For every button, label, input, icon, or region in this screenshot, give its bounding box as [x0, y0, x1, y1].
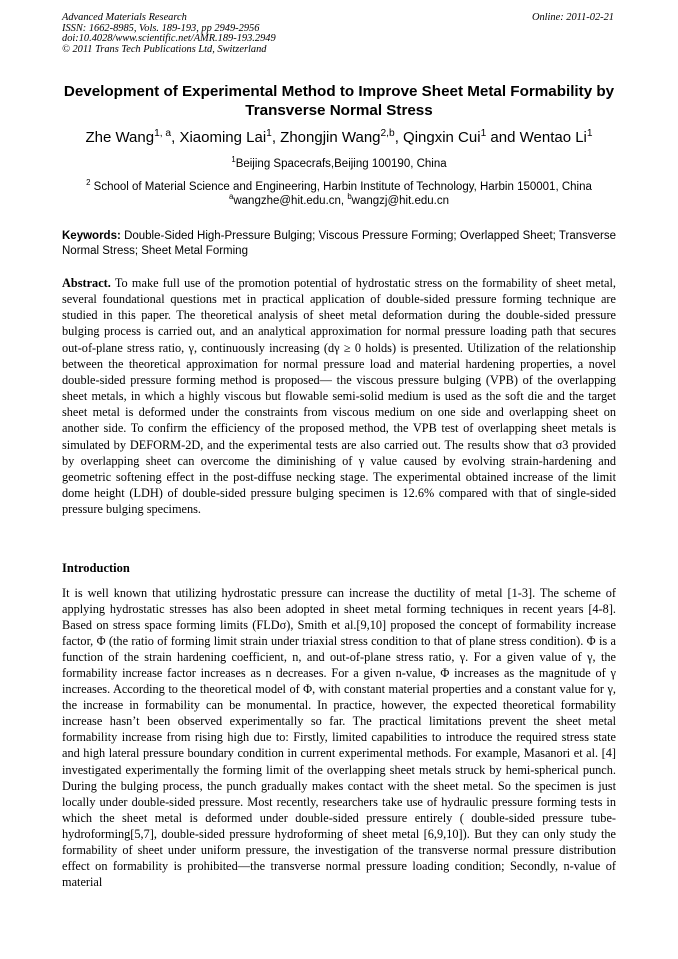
author-affiliation-mark: 1, a — [154, 128, 172, 139]
author-separator: , — [171, 129, 180, 146]
affiliation-text: Beijing Spacecrafs,Beijing 100190, China — [235, 158, 447, 170]
email-address[interactable]: wangzhe@hit.edu.cn — [233, 195, 341, 207]
author-affiliation-mark: 1 — [266, 128, 272, 139]
introduction-body: It is well known that utilizing hydrostatic pressure can increase the ductility of metal [1-3]. The scheme of applying hydrostatic stresses has also been adopted in sheet metal forming techniques in recent years [4-8]. Based on stress space forming limits (FLDσ), Smith et al.[9,10] proposed the concept of formability increase factor, Φ (the ratio of forming limit strain under triaxial stress condition to that of plane stress condition). Φ is a function of the strain hardening coefficient, n, and out-of-plane stress ratio, γ. For a given value of γ, the formability increase factor increases as n decreases. For a given n-value, Φ increases as the magnitude of γ increases. According to the theoretical model of Φ, with constant material properties and a constant value for γ, the increase in formability can be monumental. In practice, however, the expected theoretical formability increase hasn’t been observed experimentally so far. The practical limitations prevent the sheet metal formability increase from rising high due to: Firstly, limited capabilities to introduce the required stress state and high lateral pressure boundary condition in current experimental methods. For example, Masanori et al. [4] investigated experimentally the forming limit of the overlapping sheet metals struck by hemi-spherical punch. During the bulging process, the punch gradually makes contact with the sheet metal. So the specimen is just locally under double-sided pressure. Most recently, researchers take use of hydraulic pressure forming tests in which the sheet metal is deformed under double-sided pressure entirely ( double-sided pressure tube-hydroforming[5,7], double-sided pressure hydroforming of sheet metal [6,9,10]). But they can only study the formability of sheet under uniform pressure, the investigation of the transverse normal pressure distribution effect on formability is prohibited—the transverse normal pressure loading condition; Secondly, n-value of material — [62, 586, 616, 889]
affiliation-mark: 1 — [231, 155, 236, 165]
author-separator: and — [486, 129, 520, 146]
author-separator: , — [271, 129, 281, 146]
author-name: Zhongjin Wang — [280, 129, 381, 146]
affiliation-text: School of Material Science and Engineering, Harbin Institute of Technology, Harbin 150001, China — [90, 181, 592, 193]
author-affiliation-mark: 1 — [480, 128, 487, 139]
author-name: Qingxin Cui — [403, 129, 481, 146]
copyright-line: © 2011 Trans Tech Publications Ltd, Switzerland — [62, 43, 267, 55]
abstract — [62, 275, 616, 517]
online-date: Online: 2011-02-21 — [531, 12, 614, 23]
keywords — [62, 229, 616, 258]
author-list — [40, 129, 638, 147]
author-affiliation-mark: 1 — [586, 128, 593, 139]
journal-name: Advanced Materials Research — [62, 12, 187, 23]
author-name: Xiaoming Lai — [179, 129, 267, 146]
issn-line: ISSN: 1662-8985, Vols. 189-193, pp 2949-2956 — [62, 22, 260, 34]
journal-header — [62, 13, 462, 55]
abstract-label: Abstract. — [62, 276, 111, 290]
email-line — [40, 194, 638, 208]
doi-line: doi:10.4028/www.scientific.net/AMR.189-193.2949 — [62, 33, 276, 45]
keywords-text: Double-Sided High-Pressure Bulging; Viscous Pressure Forming; Overlapped Sheet; Transverse Normal Stress; Sheet Metal Forming — [62, 230, 616, 257]
email-mark: a — [228, 192, 234, 202]
email-address[interactable]: wangzj@hit.edu.cn — [351, 195, 450, 207]
author-name: Wentao Li — [519, 129, 587, 146]
email-mark: b — [347, 192, 352, 202]
section-heading: Introduction — [62, 561, 130, 575]
affiliation-mark: 2 — [86, 178, 91, 188]
author-affiliation-mark: 2,b — [380, 128, 395, 139]
author-separator: , — [394, 129, 404, 146]
abstract-text: To make full use of the promotion potential of hydrostatic stress on the formability of sheet metal, several foundational questions met in practical application of double-sided pressure forming technique are studied in this paper. The theoretical analysis of sheet metal deformation during the double-sided pressure bulging process is carried out, and an analytical approximation for normal pressure loading path that secures out-of-plane stress ratio, γ, continuously increasing (dγ ≥ 0 holds) is presented. Utilization of the relationship between the theoretical approximation for normal pressure load and material hardening properties, a novel double-sided pressure forming method is proposed— the viscous pressure bulging (VPB) of the overlapping sheet metals, in which a highly viscous but flowable semi-solid medium is used as the soft die and the target sheet metal is deformed under the constraints from viscous medium on one side and overlapping sheet on another side. To confirm the efficiency of the proposed method, the VPB test of overlapping sheet metals is simulated by DEFORM-2D, and the experimental tests are also carried out. The results show that σ3 provided by overlapping sheet can overcome the diminishing of γ value caused by evolving strain-hardening and geometric softening effect in the post-diffuse necking stage. The experimental obtained increase of the limit dome height (LDH) of double-sided pressure bulging specimen is 12.6% compared with that of single-sided pressure bulging specimens. — [62, 276, 616, 517]
author-name: Zhe Wang — [85, 129, 155, 146]
affiliation-2 — [40, 180, 638, 194]
keywords-label: Keywords: — [62, 230, 121, 242]
email-separator: , — [340, 195, 348, 207]
affiliation-1 — [40, 157, 638, 171]
paper-title: Development of Experimental Method to Improve Sheet Metal Formability by Transverse Normal Stress — [63, 83, 615, 119]
